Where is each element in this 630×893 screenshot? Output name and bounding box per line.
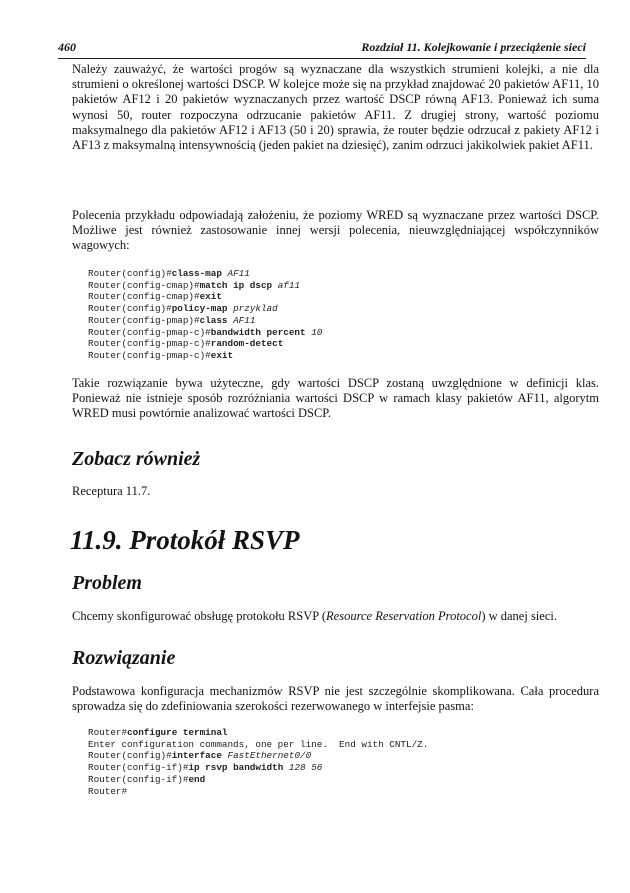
code-block: [88, 268, 322, 362]
code-line: [88, 327, 322, 339]
code-command: exit: [210, 349, 234, 361]
code-prompt: Router(config)#: [88, 750, 172, 762]
heading-see-also: Zobacz również: [72, 448, 201, 470]
code-command: bandwidth percent: [210, 326, 306, 338]
code-command: end: [188, 773, 206, 785]
code-prompt: Router(config-if)#: [88, 773, 189, 785]
code-line: [88, 762, 428, 774]
code-prompt: Router(config-if)#: [88, 762, 189, 774]
page-header: [58, 40, 586, 59]
code-argument: AF11: [233, 314, 256, 326]
code-line: [88, 280, 322, 292]
code-prompt: Router(config)#: [88, 303, 172, 315]
page-number: 460: [58, 40, 76, 54]
heading-solution: Rozwiązanie: [72, 647, 176, 669]
section-title: 11.9. Protokół RSVP: [70, 525, 300, 555]
code-line: [88, 786, 428, 798]
code-line: [88, 315, 322, 327]
text-run-italic: Resource Reservation Protocol: [326, 609, 482, 623]
code-argument: af11: [277, 279, 301, 291]
code-line: [88, 727, 428, 739]
code-command: ip rsvp bandwidth: [188, 762, 284, 774]
code-line: [88, 303, 322, 315]
code-line: [88, 291, 322, 303]
code-line: [88, 338, 322, 350]
text-run: Chcemy skonfigurować obsługę protokołu RSVP (: [72, 609, 327, 623]
code-prompt: Router(config-pmap)#: [88, 314, 200, 326]
text-run: ) w danej sieci.: [481, 609, 557, 623]
code-prompt: Router(config-cmap)#: [88, 279, 200, 291]
code-argument: AF11: [227, 268, 250, 279]
paragraph: Receptura 11.7.: [72, 484, 151, 498]
code-prompt: Router(config-pmap-c)#: [88, 338, 211, 350]
running-title: Rozdział 11. Kolejkowanie i przeciążenie sieci: [361, 40, 586, 54]
code-command: class-map: [171, 268, 222, 279]
paragraph: Należy zauważyć, że wartości progów są wyznaczane dla wszystkich strumieni kolejki, a nie dla strumieni o określonej wartości DSCP. W kolejce może się na przykład znajdować 20 pakietów AF11, 10 pakietów AF12 i 20 pakietów wyznaczanych przez wartość DSCP równą AF13. Ponieważ ich suma wynosi 50, router rozpoczyna odrzucanie pakietów AF11. Z drugiej strony, wartość poziomu maksymalnego dla pakietów AF12 i AF13 (50 i 20) sprawia, że router będzie odrzucał z pakiety AF12 i AF13 z maksymalną intensywnością (jeden pakiet na dziesięć), zanim odrzuci jakikolwiek pakiet AF11.: [72, 62, 599, 153]
paragraph: [72, 609, 599, 624]
code-line: [88, 750, 428, 762]
code-prompt: Router(config-cmap)#: [88, 291, 200, 303]
code-command: configure terminal: [127, 727, 228, 738]
code-command: random-detect: [210, 338, 284, 350]
code-block: [88, 727, 428, 797]
paragraph: Takie rozwiązanie bywa użyteczne, gdy wartości DSCP zostaną uwzględnione w definicji klas. Ponieważ nie istnieje sposób rozróżniania wartości DSCP w ramach klasy pakietów AF11, algorytm WRED musi powtórnie analizować wartości DSCP.: [72, 376, 599, 421]
heading-problem: Problem: [72, 572, 142, 594]
code-line: [88, 268, 322, 280]
code-line: [88, 350, 322, 362]
code-prompt: Router#: [88, 785, 128, 797]
code-command: interface: [171, 750, 222, 762]
code-argument: 128 56: [288, 762, 323, 774]
code-argument: 10: [311, 326, 323, 338]
code-prompt: Router(config-pmap-c)#: [88, 326, 211, 338]
code-command: policy-map: [171, 303, 228, 315]
code-line: [88, 739, 428, 751]
code-prompt: Router#: [88, 727, 128, 738]
code-command: exit: [199, 291, 222, 303]
code-command: match ip dscp: [199, 279, 273, 291]
code-prompt: Router(config)#: [88, 268, 172, 279]
code-command: class: [199, 314, 228, 326]
code-argument: FastEthernet0/0: [227, 750, 312, 762]
code-argument: przyklad: [233, 303, 278, 315]
code-prompt: Router(config-pmap-c)#: [88, 349, 211, 361]
code-prompt: Enter configuration commands, one per line. End with CNTL/Z.: [88, 738, 429, 750]
code-line: [88, 774, 428, 786]
paragraph: Polecenia przykładu odpowiadają założeniu, że poziomy WRED są wyznaczane przez wartości DSCP. Możliwe jest również zastosowanie innej wersji polecenia, nieuwzględniającej współczynników wagowych:: [72, 208, 599, 253]
paragraph: Podstawowa konfiguracja mechanizmów RSVP nie jest szczególnie skomplikowana. Cała procedura sprowadza się do zdefiniowania szerokości rezerwowanego w interfejsie pasma:: [72, 684, 599, 714]
